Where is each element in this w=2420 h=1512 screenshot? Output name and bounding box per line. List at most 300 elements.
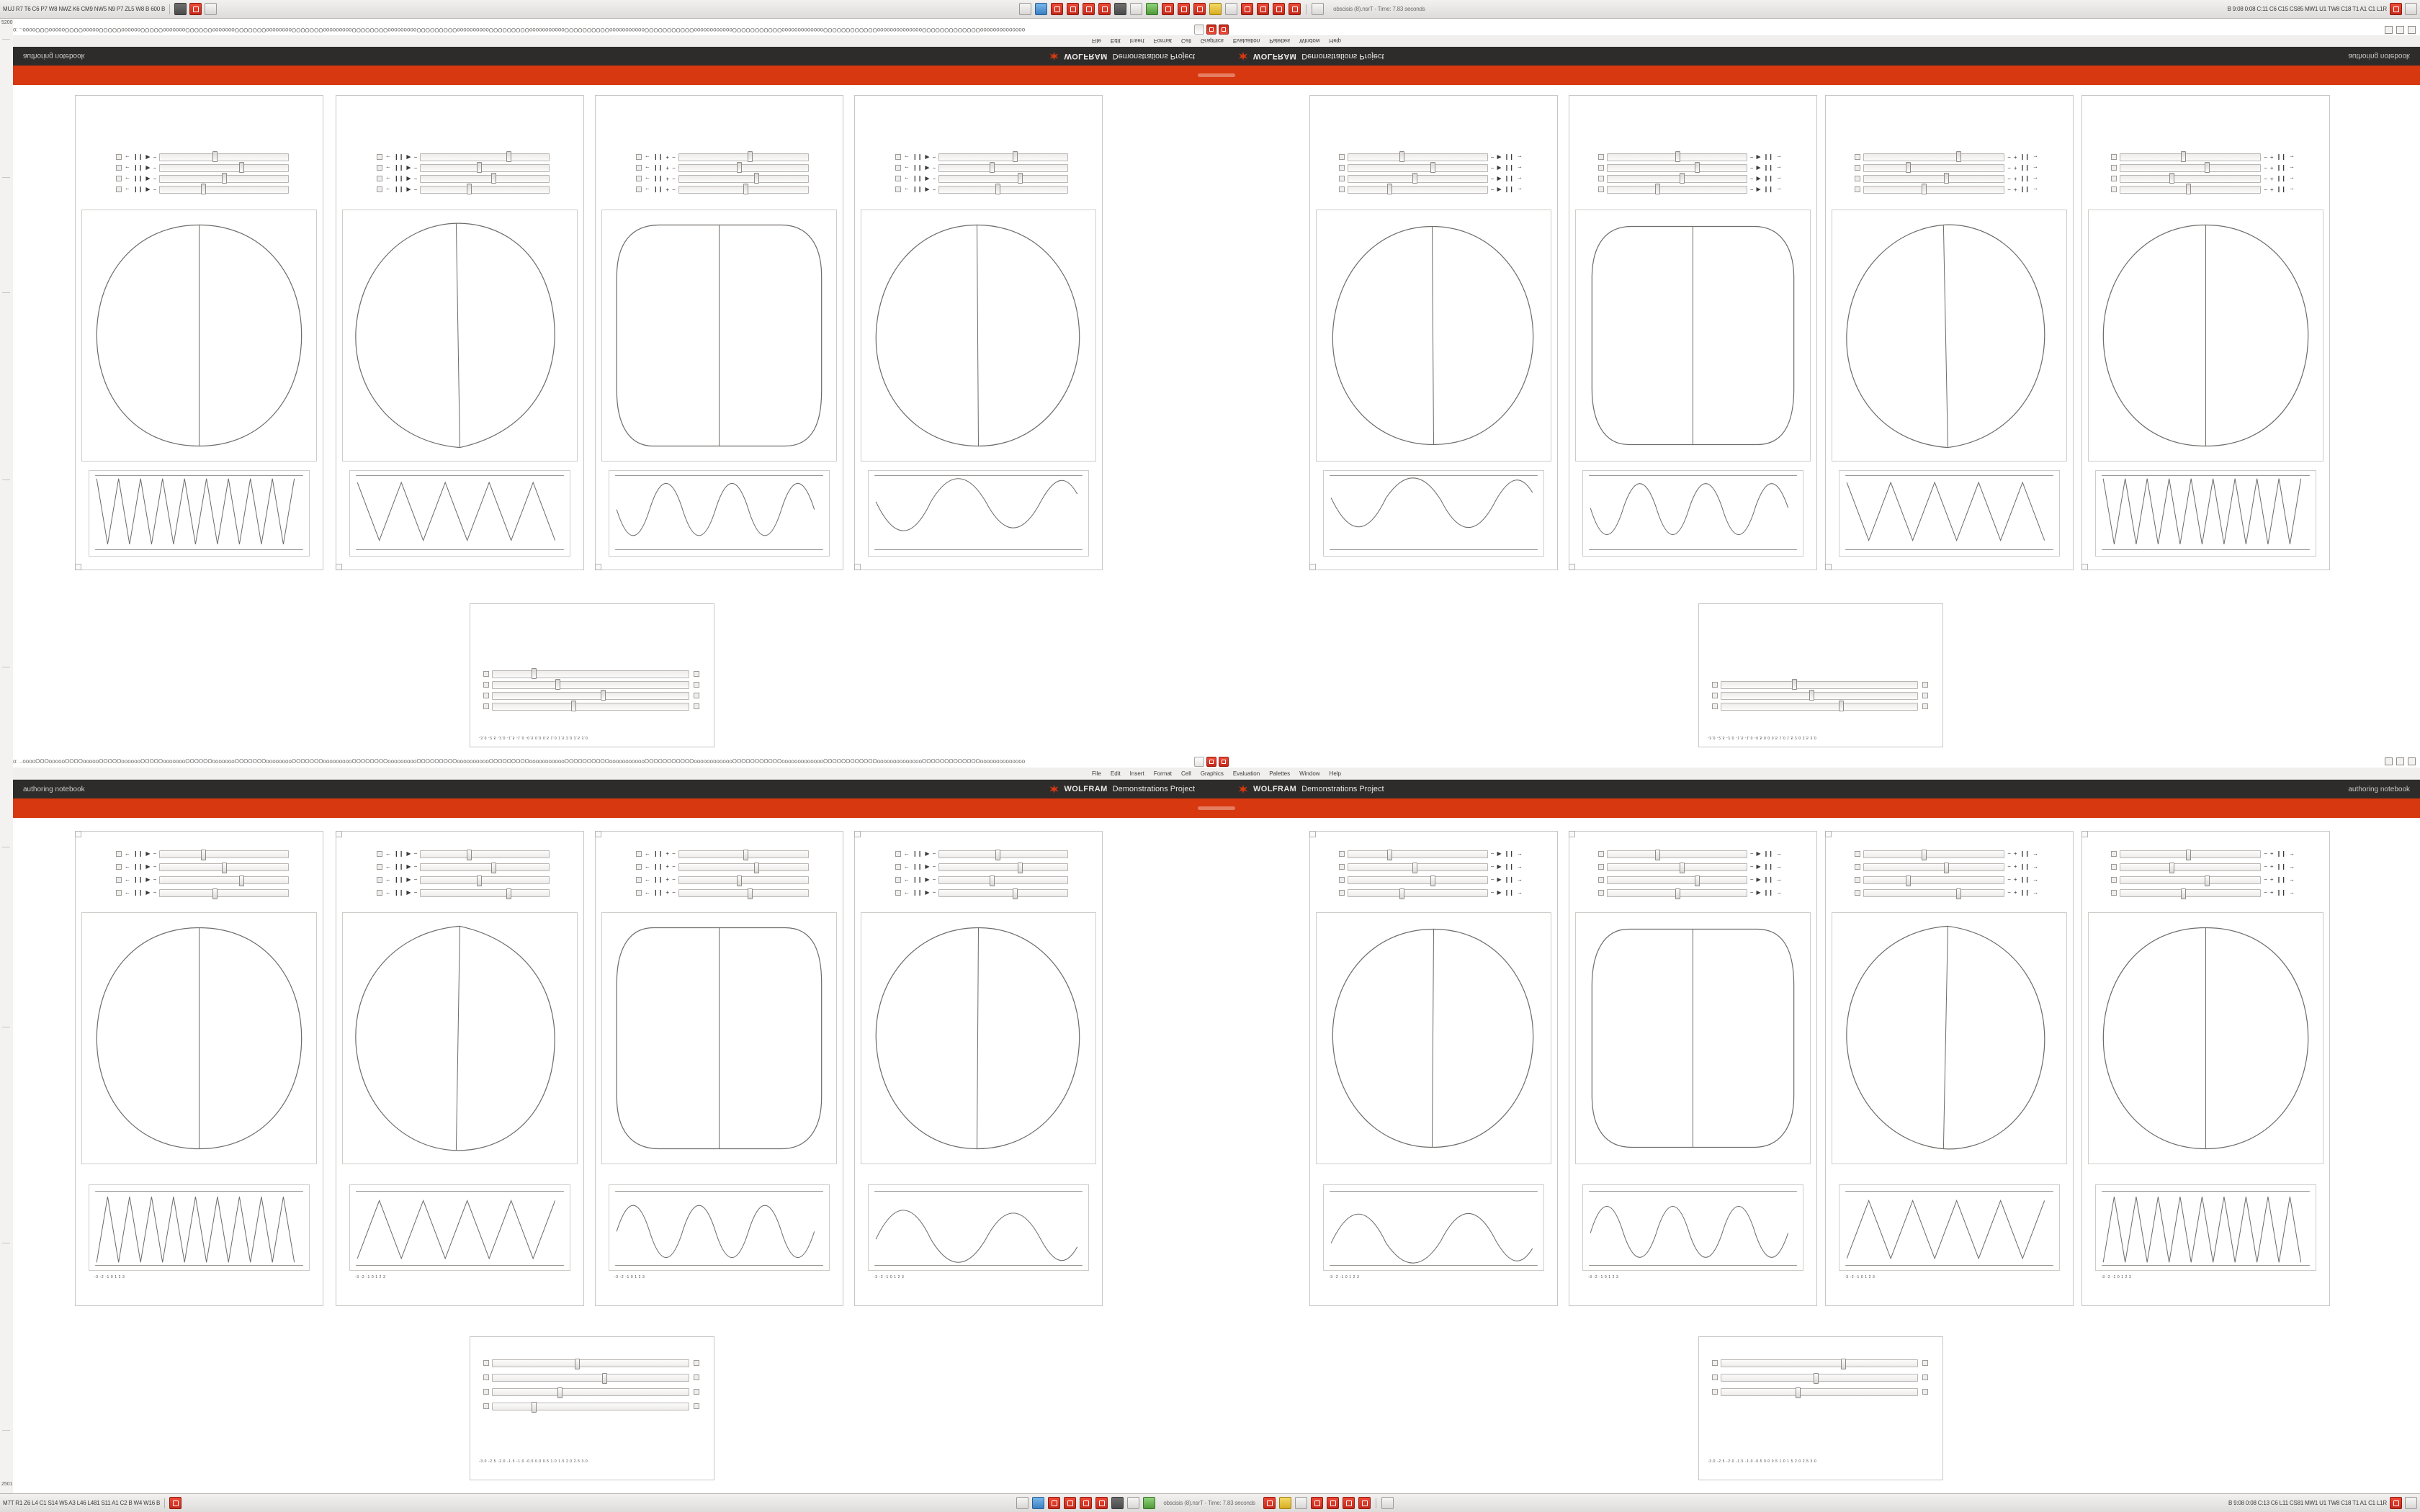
left-arrow-icon[interactable]: ← <box>904 165 910 172</box>
slider-locator-icon[interactable] <box>1598 877 1604 883</box>
play-icon[interactable]: ▶ <box>1756 165 1761 172</box>
right-arrow-icon[interactable]: → <box>2289 154 2295 161</box>
editor-icon[interactable] <box>1127 1497 1139 1509</box>
plus-icon[interactable]: + <box>2013 863 2017 870</box>
slider-row[interactable] <box>1712 680 1928 690</box>
slider-row[interactable] <box>1855 174 2038 184</box>
slider-track[interactable] <box>1607 863 1747 871</box>
red-record-icon[interactable] <box>1289 3 1301 15</box>
slider-row[interactable] <box>483 1385 699 1399</box>
slider-end-icon[interactable] <box>694 1403 699 1409</box>
slider-row[interactable] <box>116 886 289 899</box>
slider-end-icon[interactable] <box>694 672 699 678</box>
slider-locator-icon[interactable] <box>1339 890 1345 896</box>
slider-track[interactable] <box>1863 186 2004 194</box>
slider-locator-icon[interactable] <box>1712 693 1718 699</box>
slider-row[interactable] <box>1712 701 1928 712</box>
pause-icon[interactable]: ❙❙ <box>394 176 404 183</box>
cell-toolbar[interactable] <box>1194 25 1229 35</box>
minus-icon[interactable]: − <box>1749 154 1754 161</box>
slider-row[interactable] <box>895 860 1068 873</box>
play-icon[interactable]: ▶ <box>145 176 151 183</box>
slider-locator-icon[interactable] <box>1339 851 1345 857</box>
left-arrow-icon[interactable]: ← <box>904 154 910 161</box>
slider-thumb[interactable] <box>1944 863 1949 873</box>
slider-end-icon[interactable] <box>1922 683 1928 688</box>
control-box-right[interactable] <box>1698 603 1943 747</box>
slider-track[interactable] <box>678 850 809 858</box>
notebook-header-bar[interactable] <box>13 47 2420 66</box>
slider-row[interactable] <box>116 847 289 860</box>
cell-bracket-icon[interactable] <box>75 564 81 570</box>
mail-icon[interactable] <box>1209 3 1222 15</box>
minus-icon[interactable]: − <box>2264 165 2267 172</box>
play-icon[interactable]: ▶ <box>925 876 930 883</box>
pause-icon[interactable]: ❙❙ <box>1504 876 1514 883</box>
slider-thumb[interactable] <box>1956 888 1961 899</box>
slider-locator-icon[interactable] <box>483 693 489 699</box>
demo-panel-1[interactable] <box>75 95 323 570</box>
pause-icon[interactable]: ❙❙ <box>1763 186 1773 194</box>
pause-icon[interactable]: ❙❙ <box>2020 876 2030 883</box>
slider-track[interactable] <box>1348 863 1488 871</box>
right-arrow-icon[interactable]: → <box>2033 176 2038 183</box>
slider-track[interactable] <box>1348 153 1488 161</box>
slider-end-icon[interactable] <box>694 683 699 688</box>
slider-locator-icon[interactable] <box>377 166 382 171</box>
right-arrow-icon[interactable]: → <box>2033 889 2038 896</box>
slider-locator-icon[interactable] <box>895 851 901 857</box>
slider-track[interactable] <box>1721 1388 1918 1396</box>
minus-icon[interactable]: − <box>932 186 936 194</box>
slider-thumb[interactable] <box>2181 151 2186 162</box>
record-button[interactable] <box>1206 757 1216 767</box>
red-record-icon[interactable] <box>1327 1497 1339 1509</box>
slider-locator-icon[interactable] <box>1598 851 1604 857</box>
slider-locator-icon[interactable] <box>483 1374 489 1380</box>
slider-locator-icon[interactable] <box>1598 187 1604 193</box>
slider-locator-icon[interactable] <box>1598 864 1604 870</box>
minus-icon[interactable]: − <box>2264 154 2267 161</box>
pause-icon[interactable]: ❙❙ <box>913 186 923 194</box>
parameter-sliders[interactable] <box>116 152 289 195</box>
minus-icon[interactable]: − <box>2007 889 2011 896</box>
minus-icon[interactable]: − <box>2007 176 2011 183</box>
bottom-panel-tray[interactable] <box>182 1497 2228 1509</box>
right-arrow-icon[interactable]: → <box>1517 165 1523 172</box>
slider-locator-icon[interactable] <box>483 672 489 678</box>
play-icon[interactable]: ▶ <box>1756 850 1761 857</box>
sheet-icon[interactable] <box>1146 3 1158 15</box>
pause-icon[interactable]: ❙❙ <box>913 863 923 870</box>
slider-track[interactable] <box>938 153 1068 161</box>
pause-icon[interactable]: ❙❙ <box>2020 176 2030 183</box>
play-icon[interactable]: ▶ <box>1497 863 1502 870</box>
terminal-icon[interactable] <box>1114 3 1126 15</box>
slider-thumb[interactable] <box>506 888 511 899</box>
minus-icon[interactable]: − <box>2007 863 2011 870</box>
slider-thumb[interactable] <box>222 863 227 873</box>
left-arrow-icon[interactable]: ← <box>385 876 391 883</box>
minus-icon[interactable]: − <box>1749 850 1754 857</box>
slider-thumb[interactable] <box>1906 876 1911 886</box>
cell-bracket-icon[interactable] <box>595 831 601 837</box>
pause-icon[interactable]: ❙❙ <box>1763 176 1773 183</box>
parameter-sliders[interactable] <box>895 847 1068 899</box>
left-arrow-icon[interactable]: ← <box>385 889 391 896</box>
pause-icon[interactable]: ❙❙ <box>653 154 663 161</box>
slider-track[interactable] <box>159 186 289 194</box>
cell-bracket-icon[interactable] <box>336 564 342 570</box>
menu-graphics[interactable]: Graphics <box>1200 770 1224 777</box>
left-arrow-icon[interactable]: ← <box>904 176 910 183</box>
slider-thumb[interactable] <box>1906 162 1911 173</box>
slider-track[interactable] <box>420 876 550 884</box>
slider-thumb[interactable] <box>201 184 206 194</box>
demo-panel-2[interactable] <box>336 831 584 1306</box>
power-icon[interactable] <box>2405 3 2417 15</box>
slider-end-icon[interactable] <box>694 1360 699 1366</box>
left-arrow-icon[interactable]: ← <box>125 186 130 194</box>
left-arrow-icon[interactable]: ← <box>385 850 391 857</box>
slider-thumb[interactable] <box>602 1373 607 1384</box>
left-arrow-icon[interactable]: ← <box>385 863 391 870</box>
cell-bracket-icon[interactable] <box>595 564 601 570</box>
slider-locator-icon[interactable] <box>377 851 382 857</box>
play-icon[interactable]: ▶ <box>1497 186 1502 194</box>
pause-icon[interactable]: ❙❙ <box>653 863 663 870</box>
pause-icon[interactable]: ❙❙ <box>913 176 923 183</box>
slider-locator-icon[interactable] <box>1339 864 1345 870</box>
slider-thumb[interactable] <box>1695 162 1700 173</box>
slider-locator-icon[interactable] <box>895 166 901 171</box>
slider-locator-icon[interactable] <box>116 155 122 161</box>
slider-track[interactable] <box>1863 850 2004 858</box>
right-arrow-icon[interactable]: → <box>2289 186 2295 194</box>
slider-row[interactable] <box>377 174 550 184</box>
minus-icon[interactable]: − <box>413 850 418 857</box>
window-drag-handle[interactable] <box>1198 806 1235 810</box>
left-arrow-icon[interactable]: ← <box>645 165 650 172</box>
pause-icon[interactable]: ❙❙ <box>2020 154 2030 161</box>
slider-track[interactable] <box>1607 850 1747 858</box>
slider-thumb[interactable] <box>1922 850 1927 860</box>
slider-row[interactable] <box>1712 1370 1928 1385</box>
slider-locator-icon[interactable] <box>1712 704 1718 710</box>
slider-track[interactable] <box>420 186 550 194</box>
demo-panel-7[interactable] <box>1825 831 2074 1306</box>
slider-thumb[interactable] <box>477 876 482 886</box>
red-record-icon[interactable] <box>1358 1497 1371 1509</box>
minus-icon[interactable]: − <box>1490 889 1494 896</box>
slider-track[interactable] <box>678 175 809 183</box>
slider-row[interactable] <box>116 860 289 873</box>
demo-panel-4[interactable] <box>854 95 1103 570</box>
slider-row[interactable] <box>2111 152 2295 163</box>
plus-icon[interactable]: + <box>2269 165 2274 172</box>
right-arrow-icon[interactable]: → <box>1517 876 1523 883</box>
plus-icon[interactable]: + <box>2013 876 2017 883</box>
play-icon[interactable]: ▶ <box>925 186 930 194</box>
slider-locator-icon[interactable] <box>1855 166 1860 171</box>
slider-row[interactable] <box>1339 174 1523 184</box>
pause-icon[interactable]: ❙❙ <box>394 889 404 896</box>
slider-row[interactable] <box>377 860 550 873</box>
slider-row[interactable] <box>1855 873 2038 886</box>
minus-icon[interactable]: − <box>413 863 418 870</box>
slider-thumb[interactable] <box>2205 876 2210 886</box>
play-icon[interactable]: ▶ <box>1497 154 1502 161</box>
slider-thumb[interactable] <box>1013 888 1018 899</box>
play-icon[interactable]: ▶ <box>1497 850 1502 857</box>
slider-locator-icon[interactable] <box>377 176 382 182</box>
slider-end-icon[interactable] <box>1922 693 1928 699</box>
cell-bracket-icon[interactable] <box>2081 831 2088 837</box>
slider-row[interactable] <box>483 669 699 680</box>
slider-row[interactable] <box>116 873 289 886</box>
pause-icon[interactable]: ❙❙ <box>394 876 404 883</box>
pause-icon[interactable]: ❙❙ <box>133 176 143 183</box>
pause-icon[interactable]: ❙❙ <box>1504 165 1514 172</box>
slider-locator-icon[interactable] <box>1712 1360 1718 1366</box>
slider-locator-icon[interactable] <box>116 877 122 883</box>
close-icon[interactable] <box>2390 1497 2402 1509</box>
slider-thumb[interactable] <box>1399 888 1404 899</box>
slider-track[interactable] <box>1348 850 1488 858</box>
pause-icon[interactable]: ❙❙ <box>653 876 663 883</box>
slider-track[interactable] <box>1721 703 1918 711</box>
slider-locator-icon[interactable] <box>116 864 122 870</box>
slider-locator-icon[interactable] <box>636 877 642 883</box>
right-arrow-icon[interactable]: → <box>2289 889 2295 896</box>
cell-bracket-icon[interactable] <box>1825 564 1832 570</box>
bottom-panel-right-group[interactable] <box>2228 1497 2417 1509</box>
workspace-strip[interactable] <box>0 19 14 1493</box>
slider-locator-icon[interactable] <box>483 1389 489 1395</box>
calc-icon[interactable] <box>1225 3 1237 15</box>
slider-track[interactable] <box>2120 164 2261 172</box>
slider-thumb[interactable] <box>239 162 244 173</box>
calc-icon[interactable] <box>1295 1497 1307 1509</box>
parameter-sliders[interactable] <box>2111 152 2295 195</box>
slider-row[interactable] <box>1339 873 1523 886</box>
demo-panel-8[interactable] <box>2081 95 2330 570</box>
slider-locator-icon[interactable] <box>2111 864 2117 870</box>
pause-icon[interactable]: ❙❙ <box>133 165 143 172</box>
pause-icon[interactable]: ❙❙ <box>2276 889 2286 896</box>
red-record-icon[interactable] <box>1098 3 1111 15</box>
slider-row[interactable] <box>1855 860 2038 873</box>
menu-help[interactable]: Help <box>1329 770 1341 777</box>
slider-track[interactable] <box>2120 186 2261 194</box>
play-icon[interactable]: ▶ <box>925 889 930 896</box>
red-record-icon[interactable] <box>1241 3 1253 15</box>
control-box-left[interactable] <box>470 603 714 747</box>
close-button[interactable] <box>2408 757 2416 765</box>
slider-locator-icon[interactable] <box>636 851 642 857</box>
browser-icon[interactable] <box>1032 1497 1044 1509</box>
menu-cell[interactable]: Cell <box>1181 37 1191 45</box>
slider-locator-icon[interactable] <box>483 683 489 688</box>
pause-icon[interactable]: ❙❙ <box>1763 889 1773 896</box>
left-arrow-icon[interactable]: ← <box>904 876 910 883</box>
red-record-icon[interactable] <box>1193 3 1206 15</box>
slider-locator-icon[interactable] <box>2111 176 2117 182</box>
slider-row[interactable] <box>2111 847 2295 860</box>
left-arrow-icon[interactable]: ← <box>385 165 391 172</box>
slider-row[interactable] <box>1855 886 2038 899</box>
minus-icon[interactable]: − <box>153 154 157 161</box>
play-icon[interactable]: ▶ <box>145 186 151 194</box>
slider-track[interactable] <box>159 153 289 161</box>
minus-icon[interactable]: − <box>672 889 676 896</box>
slider-track[interactable] <box>938 164 1068 172</box>
pause-icon[interactable]: ❙❙ <box>653 186 663 194</box>
slider-locator-icon[interactable] <box>636 166 642 171</box>
pause-icon[interactable]: ❙❙ <box>2276 863 2286 870</box>
menu-file[interactable]: File <box>1091 37 1101 45</box>
plus-icon[interactable]: + <box>2013 154 2017 161</box>
slider-track[interactable] <box>1607 153 1747 161</box>
slider-track[interactable] <box>1348 889 1488 897</box>
control-box-sliders[interactable] <box>483 1356 699 1413</box>
slider-locator-icon[interactable] <box>377 187 382 193</box>
minus-icon[interactable]: − <box>1490 154 1494 161</box>
right-arrow-icon[interactable]: → <box>2033 863 2038 870</box>
slider-row[interactable] <box>2111 163 2295 174</box>
slider-track[interactable] <box>159 876 289 884</box>
slider-thumb[interactable] <box>491 863 496 873</box>
parameter-sliders[interactable] <box>1598 152 1782 195</box>
slider-track[interactable] <box>2120 889 2261 897</box>
slider-row[interactable] <box>895 174 1068 184</box>
slider-thumb[interactable] <box>1387 850 1392 860</box>
slider-locator-icon[interactable] <box>636 890 642 896</box>
right-arrow-icon[interactable]: → <box>1776 165 1782 172</box>
slider-thumb[interactable] <box>2169 863 2174 873</box>
plus-icon[interactable]: + <box>666 176 670 183</box>
pause-icon[interactable]: ❙❙ <box>133 154 143 161</box>
menu-edit[interactable]: Edit <box>1110 770 1121 777</box>
minus-icon[interactable]: − <box>2264 876 2267 883</box>
code-cell-row[interactable] <box>13 24 2420 35</box>
slider-thumb[interactable] <box>1841 1359 1846 1369</box>
slider-locator-icon[interactable] <box>2111 187 2117 193</box>
slider-row[interactable] <box>636 184 809 195</box>
play-icon[interactable]: ▶ <box>925 154 930 161</box>
slider-track[interactable] <box>1607 186 1747 194</box>
demo-panel-6[interactable] <box>1569 831 1817 1306</box>
slider-track[interactable] <box>938 876 1068 884</box>
right-arrow-icon[interactable]: → <box>1776 176 1782 183</box>
slider-track[interactable] <box>678 876 809 884</box>
pause-icon[interactable]: ❙❙ <box>133 876 143 883</box>
slider-thumb[interactable] <box>477 162 482 173</box>
slider-thumb[interactable] <box>1430 876 1435 886</box>
slider-locator-icon[interactable] <box>2111 166 2117 171</box>
minus-icon[interactable]: − <box>2264 863 2267 870</box>
slider-track[interactable] <box>1721 681 1918 689</box>
slider-locator-icon[interactable] <box>895 187 901 193</box>
slider-thumb[interactable] <box>2181 888 2186 899</box>
slider-row[interactable] <box>116 163 289 174</box>
files-icon[interactable] <box>1019 3 1031 15</box>
minus-icon[interactable]: − <box>1749 186 1754 194</box>
slider-track[interactable] <box>1863 876 2004 884</box>
play-icon[interactable]: ▶ <box>925 850 930 857</box>
right-arrow-icon[interactable]: → <box>2289 165 2295 172</box>
plus-icon[interactable]: + <box>666 154 670 161</box>
menu-insert[interactable]: Insert <box>1129 770 1144 777</box>
slider-thumb[interactable] <box>491 173 496 184</box>
slider-track[interactable] <box>938 863 1068 871</box>
slider-thumb[interactable] <box>1809 690 1814 701</box>
plus-icon[interactable]: + <box>2269 176 2274 183</box>
minus-icon[interactable]: − <box>2007 850 2011 857</box>
pause-icon[interactable]: ❙❙ <box>394 154 404 161</box>
minus-icon[interactable]: − <box>153 889 157 896</box>
slider-thumb[interactable] <box>467 184 472 194</box>
minimize-button[interactable] <box>2385 26 2393 34</box>
menu-help[interactable]: Help <box>1329 37 1341 45</box>
slider-track[interactable] <box>159 164 289 172</box>
slider-row[interactable] <box>1598 886 1782 899</box>
minus-icon[interactable]: − <box>932 176 936 183</box>
slider-track[interactable] <box>1863 164 2004 172</box>
minus-icon[interactable]: − <box>413 176 418 183</box>
slider-row[interactable] <box>636 860 809 873</box>
slider-row[interactable] <box>895 184 1068 195</box>
parameter-sliders[interactable] <box>1598 847 1782 899</box>
right-arrow-icon[interactable]: → <box>1776 850 1782 857</box>
pause-icon[interactable]: ❙❙ <box>394 863 404 870</box>
minus-icon[interactable]: − <box>672 176 676 183</box>
plus-icon[interactable]: + <box>2269 863 2274 870</box>
slider-thumb[interactable] <box>1013 151 1018 162</box>
minus-icon[interactable]: − <box>672 863 676 870</box>
minus-icon[interactable]: − <box>153 176 157 183</box>
pause-icon[interactable]: ❙❙ <box>1763 876 1773 883</box>
cell-bracket-icon[interactable] <box>1569 564 1575 570</box>
minus-icon[interactable]: − <box>2264 186 2267 194</box>
red-record-icon[interactable] <box>1263 1497 1276 1509</box>
pause-icon[interactable]: ❙❙ <box>913 165 923 172</box>
pause-icon[interactable]: ❙❙ <box>2276 176 2286 183</box>
pause-icon[interactable]: ❙❙ <box>2276 186 2286 194</box>
bottom-system-panel[interactable] <box>0 1493 2420 1512</box>
slider-end-icon[interactable] <box>1922 1374 1928 1380</box>
slider-end-icon[interactable] <box>694 1374 699 1380</box>
cell-bracket-icon[interactable] <box>1309 564 1316 570</box>
plus-icon[interactable]: + <box>2269 186 2274 194</box>
slider-thumb[interactable] <box>1956 151 1961 162</box>
window-titlebar[interactable] <box>13 798 2420 818</box>
minus-icon[interactable]: − <box>413 876 418 883</box>
slider-locator-icon[interactable] <box>895 176 901 182</box>
slider-row[interactable] <box>1598 174 1782 184</box>
slider-locator-icon[interactable] <box>1855 890 1860 896</box>
slider-thumb[interactable] <box>1655 850 1660 860</box>
minus-icon[interactable]: − <box>2007 186 2011 194</box>
notebook-header-bar[interactable] <box>13 780 2420 798</box>
slider-row[interactable] <box>483 701 699 712</box>
slider-row[interactable] <box>116 184 289 195</box>
slider-thumb[interactable] <box>1814 1373 1819 1384</box>
left-arrow-icon[interactable]: ← <box>125 850 130 857</box>
slider-end-icon[interactable] <box>1922 704 1928 710</box>
slider-locator-icon[interactable] <box>377 890 382 896</box>
slider-track[interactable] <box>492 1374 689 1382</box>
